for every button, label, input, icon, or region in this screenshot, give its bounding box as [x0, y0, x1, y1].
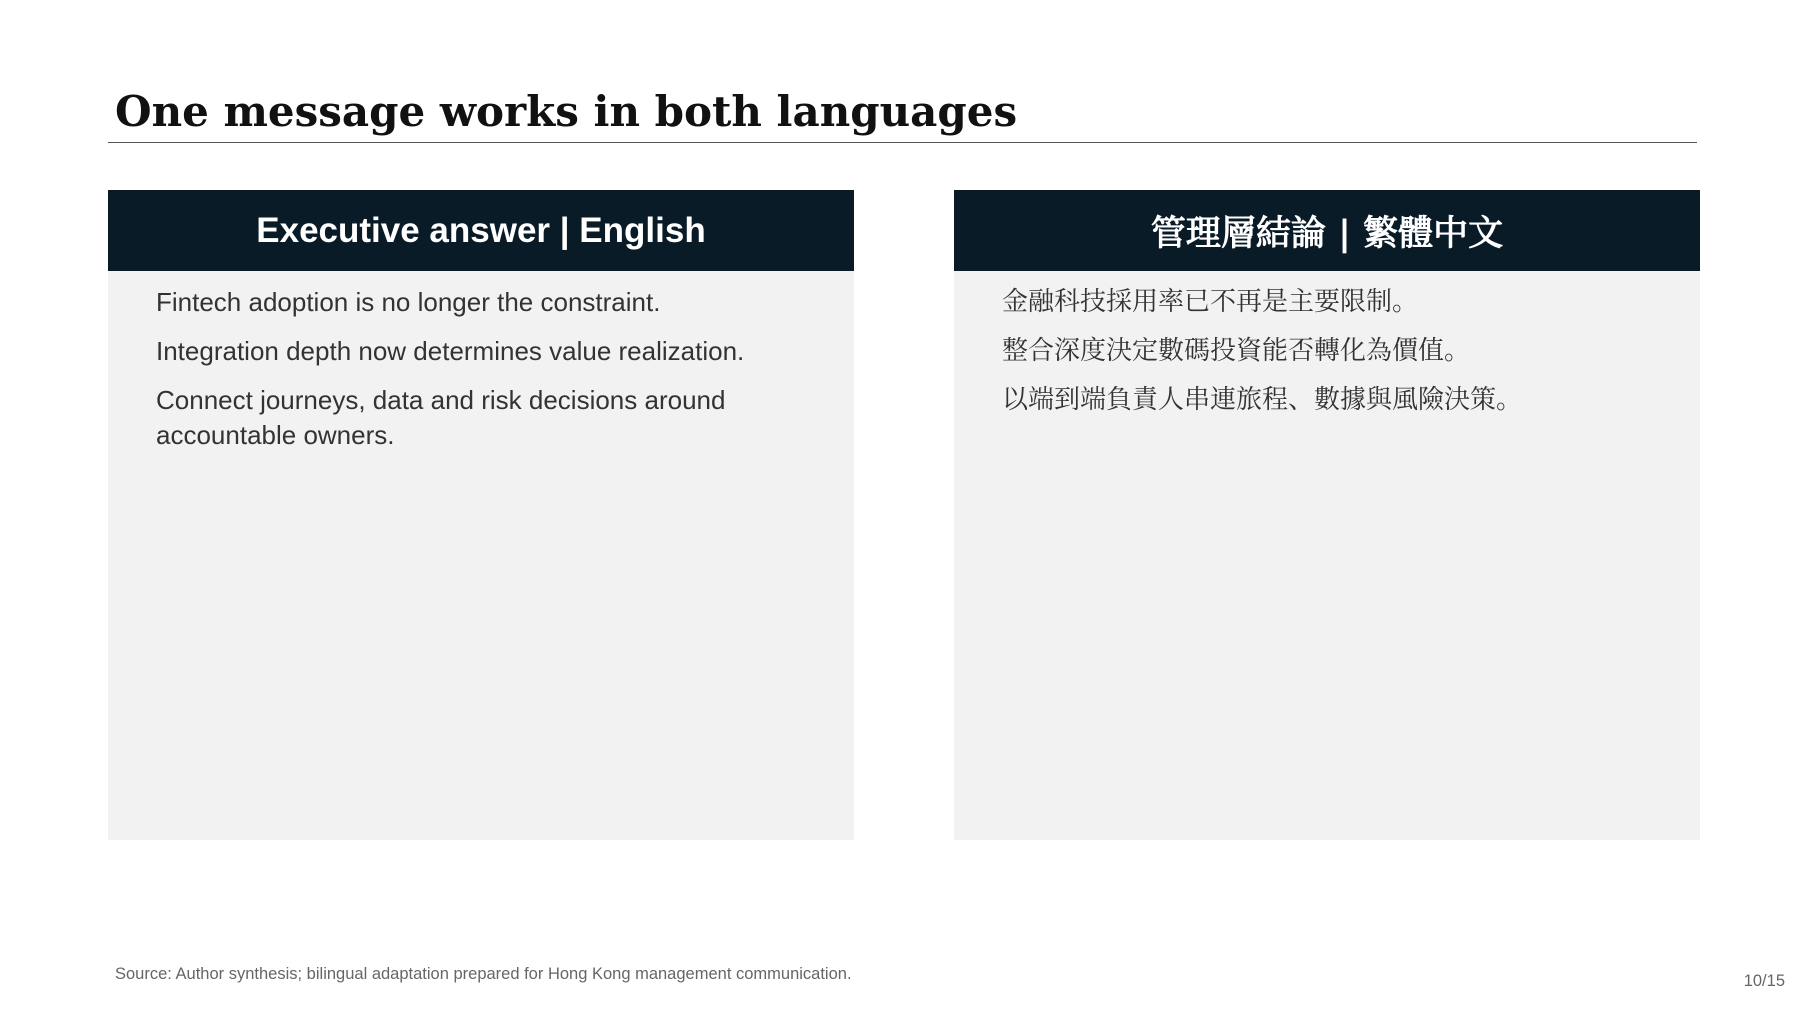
chinese-point-1: 金融科技採用率已不再是主要限制。	[1002, 287, 1419, 317]
english-panel-body	[108, 271, 854, 453]
english-point-2: Integration depth now determines value realization.	[156, 336, 745, 366]
english-point-1: Fintech adoption is no longer the constraint.	[156, 287, 661, 317]
chinese-panel	[954, 190, 1700, 840]
page-number: 10/15	[1743, 972, 1785, 990]
english-point-3: Connect journeys, data and risk decisions around accountable owners.	[156, 385, 726, 450]
title-divider	[108, 142, 1697, 143]
chinese-panel-header: 管理層結論 | 繁體中文	[954, 190, 1700, 271]
chinese-point-3: 以端到端負責人串連旅程、數據與風險決策。	[1002, 385, 1523, 415]
english-panel-header: Executive answer | English	[108, 190, 854, 271]
source-note: Source: Author synthesis; bilingual adaptation prepared for Hong Kong management communication.	[115, 965, 852, 983]
english-panel	[108, 190, 854, 840]
slide-title: One message works in both languages	[115, 87, 1018, 136]
chinese-point-2: 整合深度決定數碼投資能否轉化為價值。	[1002, 336, 1471, 366]
chinese-panel-body	[954, 271, 1700, 418]
